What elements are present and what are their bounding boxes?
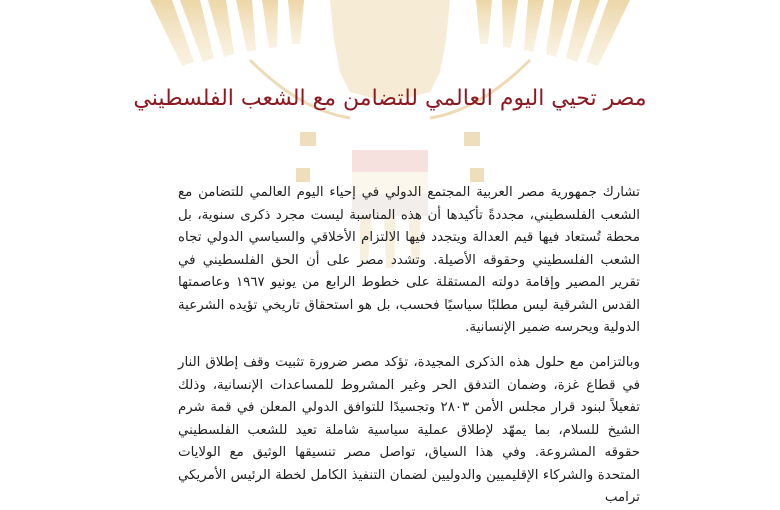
paragraph-2: وبالتزامن مع حلول هذه الذكرى المجيدة، تؤكد مصر ضرورة تثبيت وقف إطلاق النار في قطاع غزة، وضمان التدفق الحر وغير المشروط للمساعدات الإنسانية، وذلك تفعيلاً لبنود قرار مجلس الأمن ٢٨٠٣ وتجسيدًا للتوافق الدولي المعلن في قمة شرم الشيخ للسلام، بما يمهّد لإطلاق عملية سياسية شاملة تعيد للشعب الفلسطيني حقوقه المشروعة. وفي هذا السياق، تواصل مصر تنسيقها الوثيق مع الولايات المتحدة والشركاء الإقليميين والدوليين لضمان التنفيذ الكامل لخطة الرئيس الأمريكي ترامب bbox=[178, 355, 640, 505]
page-title: مصر تحيي اليوم العالمي للتضامن مع الشعب الفلسطيني bbox=[133, 86, 647, 111]
paragraph-1: تشارك جمهورية مصر العربية المجتمع الدولي في إحياء اليوم العالمي للتضامن مع الشعب الفلسطيني، مجددةً تأكيدها أن هذه المناسبة ليست مجرد ذكرى سنوية، بل محطة تُستعاد فيها قيم العدالة ويتجدد فيها الالتزام الأخلاقي والسياسي الدولي تجاه الشعب الفلسطيني وحقوقه الأصيلة. وتشدد مصر على أن الحق الفلسطيني في تقرير المصير وإقامة دولته المستقلة على خطوط الرابع من يونيو ١٩٦٧ وعاصمتها القدس الشرقية ليس مطلبًا سياسيًا فحسب، بل هو استحقاق تاريخي تؤيده الشرعية الدولية ويحرسه ضمير الإنسانية. bbox=[178, 185, 640, 335]
